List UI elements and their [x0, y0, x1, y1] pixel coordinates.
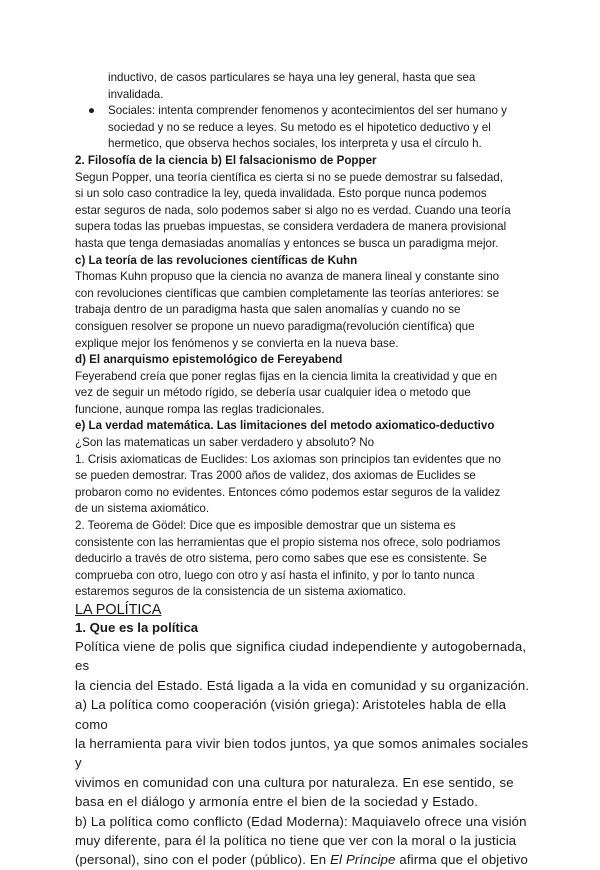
math-heading: e) La verdad matemática. Las limitaciones del metodo axiomatico-deductivo [75, 419, 495, 433]
popper-line-1: Segun Popper, una teoría científica es cierta si no se puede demostrar su falsedad, [75, 170, 503, 184]
kuhn-line-5: explique mejor los fenómenos y se convierta en la nueva base. [75, 336, 399, 350]
godel-line-1: 2. Teorema de Gödel: Dice que es imposible demostrar que un sistema es [75, 519, 456, 533]
politica-heading: 1. Que es la política [75, 620, 199, 635]
sociales-line-3: hermetico, que observa hechos sociales, los interpreta y usa el círculo h. [108, 137, 482, 151]
conflict-line-3 [75, 850, 533, 869]
euclides-line-3: probaron como no evidentes. Entonces cómo podemos estar seguros de la validez [75, 485, 501, 499]
bullet-sociales [88, 103, 533, 153]
document-page [75, 70, 533, 870]
kuhn-heading: c) La teoría de las revoluciones científicas de Kuhn [75, 253, 358, 267]
coop-line-2: la herramienta para vivir bien todos juntos, ya que somos animales sociales y [75, 736, 529, 771]
intro-line-1: inductivo, de casos particulares se haya una ley general, hasta que sea [108, 71, 476, 84]
politica-title: LA POLÍTICA [75, 602, 162, 618]
popper-line-5: hasta que tenga demasiadas anomalías y entonces se busca un paradigma mejor. [75, 236, 499, 250]
sociales-line-1: Sociales: intenta comprender fenomenos y acontecimientos del ser humano y [108, 104, 507, 118]
feyerabend-line-2: vez de seguir un método rígido, se debería usar cualquier idea o metodo que [75, 386, 471, 400]
feyerabend-line-3: funcione, aunque rompa las reglas tradicionales. [75, 402, 325, 416]
politica-def-line-1: Política viene de polis que significa ciudad independiente y autogobernada, es [75, 639, 527, 674]
kuhn-line-4: consiguen resolver se propone un nuevo paradigma(revolución científica) que [75, 319, 475, 333]
godel-line-3: deducirlo a través de otro sistema, pero como sabes que ese es consistente. Se [75, 552, 487, 566]
politica-def-line-2: la ciencia del Estado. Está ligada a la vida en comunidad y su organización. [75, 677, 530, 693]
euclides-line-4: de un sistema axiomático. [75, 502, 210, 516]
godel-line-5: estaremos seguros de la consistencia de un sistema axiomatico. [75, 585, 407, 599]
kuhn-line-1: Thomas Kuhn propuso que la ciencia no avanza de manera lineal y constante sino [75, 270, 500, 284]
godel-line-2: consistente con las herramientas que el propio sistema nos ofrece, solo podriamos [75, 535, 501, 549]
bullet-dot: ● [88, 104, 96, 118]
popper-line-2: si un solo caso contradice la ley, queda invalidada. Esto porque nunca podemos [75, 187, 487, 201]
conflict-line-3-start: (personal), sino con el poder (público). En [75, 852, 331, 868]
kuhn-line-3: trabaja dentro de un paradigma hasta que salen anomalías y cuando no se [75, 303, 461, 317]
conflict-line-2: muy diferente, para él la política no tiene que ver con la moral o la justicia [75, 833, 517, 849]
feyerabend-heading: d) El anarquismo epistemológico de Fereyabend [75, 353, 343, 367]
popper-line-4: supera todas las pruebas impuestas, se considera verdadera de manera provisional [75, 220, 507, 234]
conflict-line-1: b) La política como conflicto (Edad Moderna): Maquiavelo ofrece una visión [75, 813, 527, 829]
coop-line-1: a) La política como cooperación (visión griega): Aristoteles habla de ella como [75, 697, 507, 732]
euclides-line-2: se pueden demostrar. Tras 2000 años de validez, dos axiomas de Euclides se [75, 469, 476, 483]
popper-heading: 2. Filosofía de la ciencia b) El falsacionismo de Popper [75, 153, 377, 167]
popper-line-3: estar seguros de nada, solo podemos saber si algo no es verdad. Cuando una teoría [75, 203, 511, 217]
kuhn-line-2: con revoluciones científicas que cambien completamente las teorías anteriores: se [75, 286, 500, 300]
feyerabend-line-1: Feyerabend creía que poner reglas fijas en la ciencia limita la creatividad y que en [75, 369, 498, 383]
intro-line-2: invalidada. [108, 87, 164, 101]
godel-line-4: comprueba con otro, luego con otro y así hasta el infinito, y por lo tanto nunca [75, 568, 475, 582]
sociales-line-2: sociedad y no se reduce a leyes. Su metodo es el hipotetico deductivo y el [108, 120, 491, 134]
conflict-line-3-end: afirma que el objetivo [395, 852, 528, 868]
coop-line-3: vivimos en comunidad con una cultura por naturaleza. En ese sentido, se [75, 774, 514, 790]
math-question: ¿Son las matematicas un saber verdadero y absoluto? No [75, 436, 375, 450]
el-principe-title: El Príncipe [330, 852, 396, 868]
euclides-line-1: 1. Crisis axiomaticas de Euclides: Los axiomas son principios tan evidentes que no [75, 452, 501, 466]
coop-line-4: basa en el diálogo y armonía entre el bien de la sociedad y Estado. [75, 794, 479, 810]
